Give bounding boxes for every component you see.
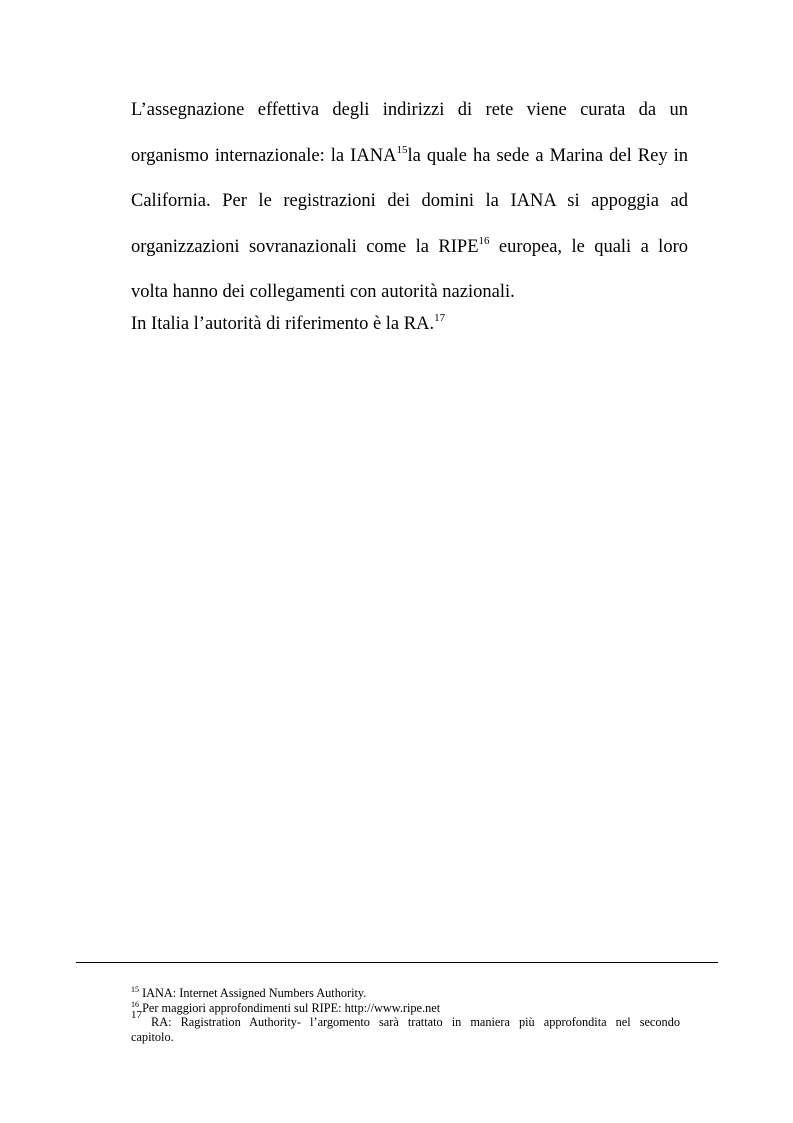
- footnote-ref-16: 16: [478, 234, 490, 247]
- text-line: volta hanno dei collegamenti con autorità nazionali.: [131, 282, 515, 302]
- text-line: L’assegnazione effettiva degli indirizzi di rete viene curata da un: [131, 100, 688, 120]
- footnote-16: [131, 1001, 680, 1016]
- footnote-text: RA: Ragistration Authority- l’argomento sarà trattato in maniera più approfondita nel secondo: [142, 1015, 680, 1029]
- text-fragment: organismo internazionale: la IANA: [131, 145, 397, 166]
- footnote-ref-17: 17: [434, 311, 446, 324]
- text-line: [131, 134, 688, 180]
- footnote-divider: [76, 962, 718, 963]
- body-text: [131, 88, 688, 347]
- paragraph-italia: [131, 302, 688, 348]
- footnote-text: Per maggiori approfondimenti sul RIPE: http://www.ripe.net: [139, 1000, 441, 1015]
- footnote-number: 17: [131, 1009, 142, 1021]
- text-fragment: In Italia l’autorità di riferimento è la RA.: [131, 313, 435, 334]
- footnotes: [131, 986, 680, 1044]
- footnote-number: 15: [131, 985, 139, 994]
- text-fragment: europea, le quali a loro: [489, 236, 688, 257]
- text-line: [131, 302, 688, 348]
- footnote-line: [131, 1009, 680, 1030]
- text-line: [131, 225, 688, 271]
- text-line: California. Per le registrazioni dei domini la IANA si appoggia ad: [131, 191, 688, 211]
- text-fragment: organizzazioni sovranazionali come la RIPE: [131, 236, 479, 257]
- footnote-number: 16: [131, 999, 139, 1009]
- text-fragment: la quale ha sede a Marina del Rey in: [407, 145, 689, 166]
- footnote-text: IANA: Internet Assigned Numbers Authority.: [139, 986, 367, 1000]
- footnote-15: [131, 986, 680, 1001]
- footnote-ref-15: 15: [396, 143, 408, 156]
- paragraph-iana: [131, 88, 688, 316]
- footnote-17: [131, 1009, 680, 1044]
- footnote-line: capitolo.: [131, 1029, 174, 1044]
